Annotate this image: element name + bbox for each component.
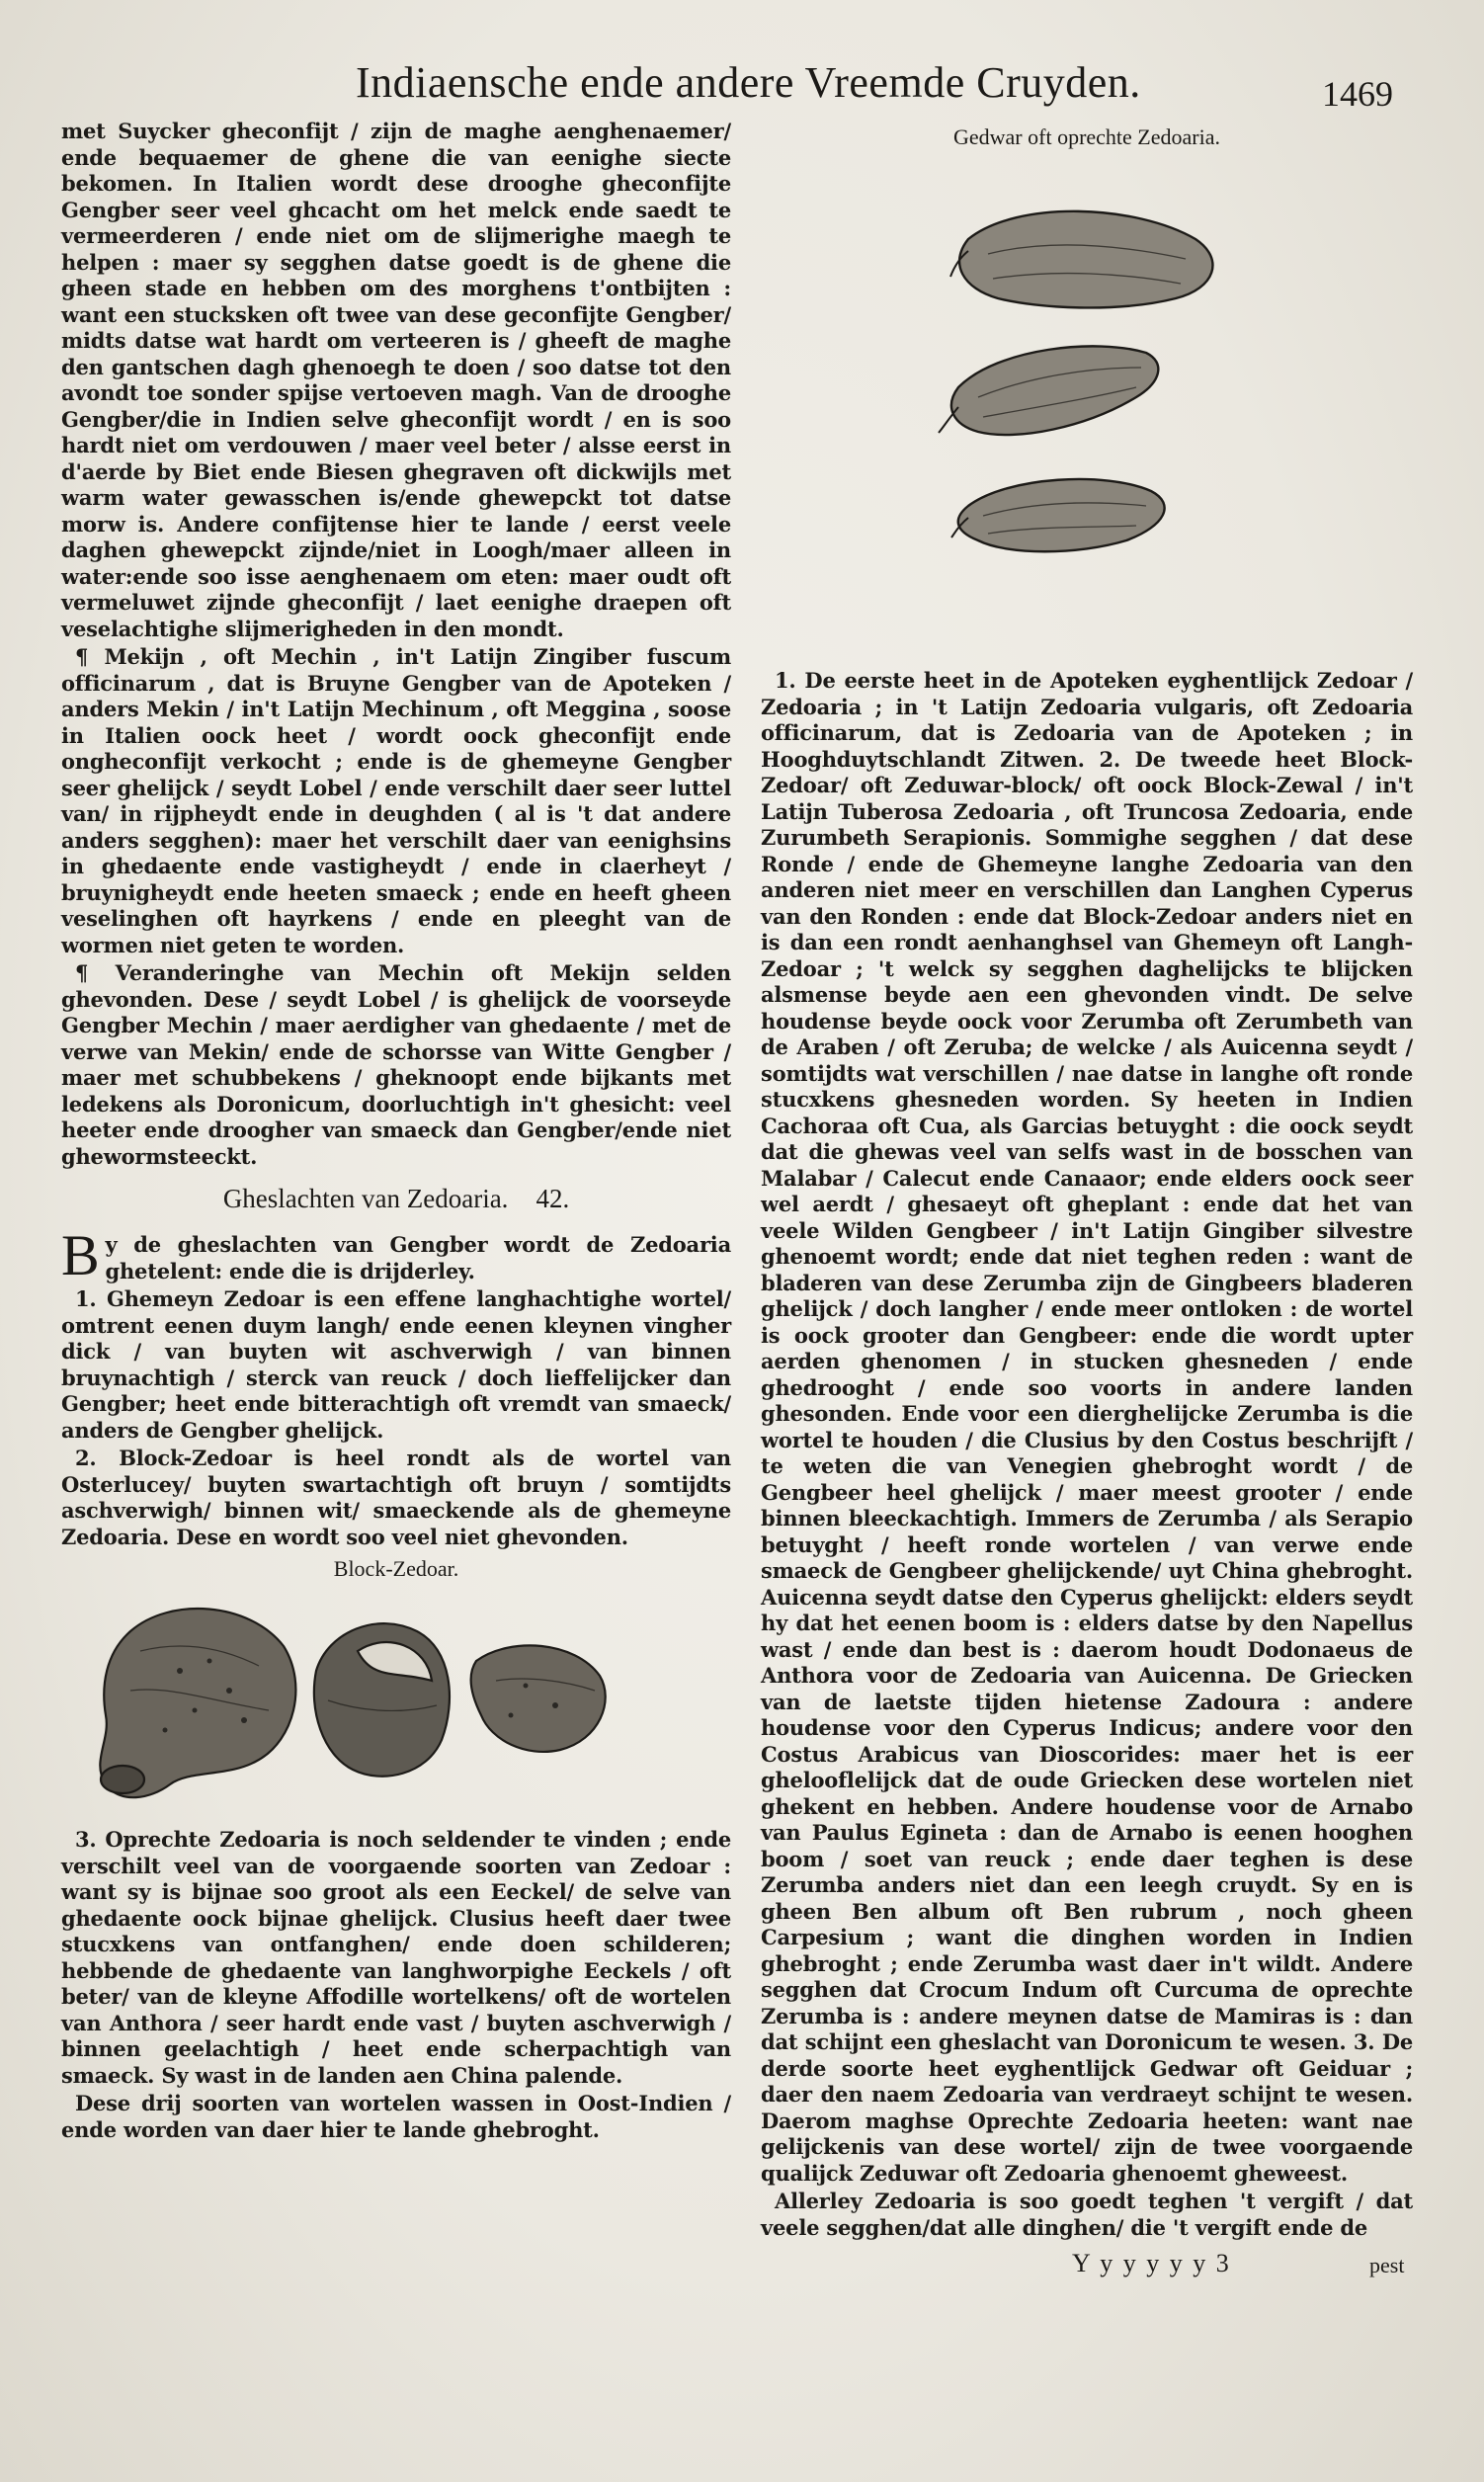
running-title: Indiaensche ende andere Vreemde Cruyden. — [356, 58, 1141, 107]
paragraph-mekijn: ¶ Mekijn , oft Mechin , in't Latijn Zingiber fuscum officinarum , dat is Bruyne Gengber van de Apoteken / anders Mekin / in't Latijn Mechinum , oft Meggina , soose in Italien oock heet / wordt oock gheconfijt ende ongheconfijt verkocht ; ende is de ghemeyne Gengber seer ghelijck / seydt Lobel / ende verschilt daer seer luttel van/ in rijpheydt ende in deughden ( al is 't dat andere anders segghen): maer het verschilt daer van eenighsins in ghedaente ende vastigheydt / ende in claerheyt / bruynigheydt ende heeten smaeck ; ende en heeft gheen veselinghen oft hayrkens / ende en pleeght van de wormen niet geten te worden. — [61, 644, 731, 957]
section-number: 42. — [536, 1184, 570, 1213]
paragraph-block-zedoar: 2. Block-Zedoar is heel rondt als de wortel van Osterlucey/ buyten swartachtigh oft bruyn / somtijdts aschverwigh/ binnen wit/ smaeckende als de ghemeyne Zedoaria. Dese en wordt soo veel niet ghevonden. — [61, 1446, 731, 1549]
figure-caption-gedwar: Gedwar oft oprechte Zedoaria. — [953, 124, 1220, 149]
signature-mark: Y y y y y y 3 — [1072, 2249, 1231, 2277]
paragraph-allerley-zedoaria: Allerley Zedoaria is soo goedt teghen 't vergift / dat veele segghen/dat alle dinghen/ die 't vergift ende de — [761, 2189, 1413, 2240]
paragraph-veranderinghe: ¶ Veranderinghe van Mechin oft Mekijn selden ghevonden. Dese / seydt Lobel / is ghelijck de voorseyde Gengber Mechin / maer aerdigher van ghedaente / met de verwe van Mekin/ ende de schorsse van Witte Gengber / maer met schubbekens / gheknoopt ende bijkants met ledekens als Doronicum, doorluchtigh in't ghesicht: veel heeter ende droogher van smaeck dan Gengber/ende niet ghewormsteeckt. — [61, 960, 731, 1169]
paragraph-confijt: met Suycker gheconfijt / zijn de maghe aenghenaemer/ ende bequaemer de ghene die van eenighe siecte bekomen. In Italien wordt dese drooghe gheconfijte Gengber seer veel ghcacht om het melck ende saedt te vermeerderen / ende niet om de slijmerighe maegh te helpen : maer sy segghen datse goedt is de ghene die gheen stade en hebben om des morghens t'ontbijten : want een stucksken oft twee van dese geconfijte Gengber/ midts datse wat hardt om verteeren is / gheeft de maghe den gantschen dagh ghenoegh te doen / soo datse tot den avondt toe sonder spijse vertoeven magh. Van de drooghe Gengber/die in Indien selve gheconfijt wordt / en is soo hardt niet om verdouwen / maer veel beter / alsse eerst in d'aerde by Biet ende Biesen ghegraven oft dickwijls met warm water gewasschen is/ende ghewepckt tot datse morw is. Andere confijtense hier te lande / eerst veele daghen ghewepckt zijnde/niet in Loogh/maer alleen in water:ende soo isse aenghenaem om eten: maer oudt oft vermeluwet zijnde gheconfijt / laet eenighe draepen oft veselachtighe slijmerigheden in den mondt. — [61, 119, 731, 641]
gedwar-zedoaria-illustration — [761, 160, 1413, 624]
right-column — [761, 119, 1413, 2243]
paragraph-intro: By de gheslachten van Gengber wordt de Zedoaria ghetelent: ende die is drijderley. — [61, 1223, 731, 1287]
paragraph-drij-soorten: Dese drij soorten van wortelen wassen in Oost-Indien / ende worden van daer hier te lande ghebroght. — [61, 2091, 731, 2142]
paragraph-ghemeyn-zedoar: 1. Ghemeyn Zedoar is een effene langhachtighe wortel/ omtrent eenen duym langh/ ende eenen kleynen vingher dick / van buyten wit aschverwigh / van binnen bruynachtigh / sterck van reuck / doch lieffelijcker dan Gengber; heet ende bitterachtigh oft vremdt van smaeck/ anders de Gengber ghelijck. — [61, 1286, 731, 1443]
left-column — [61, 119, 731, 2145]
paragraph-oprechte-zedoaria: 3. Oprechte Zedoaria is noch seldender te vinden ; ende verschilt veel van de voorgaende soorten van Zedoar : want sy is bijnae soo groot als een Eeckel/ de selve van ghedaente oock bijnae ghelijck. Clusius heeft daer twee stucxkens van ontfanghen/ ende doen schilderen; hebbende de ghedaente van langhworpighe Eeckels / oft beter/ van de kleyne Affodille wortelkens/ oft de wortelen van Anthora / seer hardt ende vast / buyten aschverwigh / binnen geelachtigh / heet ende scherpachtigh van smaeck. Sy wast in de landen aen China palende. — [61, 1827, 731, 2088]
paragraph-zedoaria-names: 1. De eerste heet in de Apoteken eyghentlijck Zedoar / Zedoaria ; in 't Latijn Zedoaria vulgaris, oft Zedoaria officinarum, dat is Zedoaria van de Apoteken ; in Hooghduytschlandt Zitwen. 2. De tweede heet Block-Zedoar/ oft Zeduwar-block/ oft oock Block-Zewal / in't Latijn Tuberosa Zedoaria , oft Truncosa Zedoaria, ende Zurumbeth Serapionis. Sommighe segghen / dat dese Ronde / ende de Ghemeyne langhe Zedoaria van den anderen niet meer en verschillen dan Langhen Cyperus van den Ronden : ende dat Block-Zedoar anders niet en is dan een rondt aenhanghsel van Ghemeyn oft Langh-Zedoar ; 't welck sy segghen daghelijcks te blijcken alsmense beyde aen een ghevonden vindt. De selve houdense beyde oock voor Zerumba oft Zerumbeth van de Araben / oft Zeruba; de welcke / als Auicenna seydt / somtijdts wat verschillen / nae datse in langhe oft ronde stucxkens ghesneden worden. Sy heeten in Indien Cachoraa oft Cua, als Garcias betuyght : die oock seydt dat die ghewas veel van selfs wast in de bosschen van Malabar / Calecut ende Canaaor; ende elders oock seer wel aerdt / ghesaeyt oft gheplant : ende dat het van veele Wilden Gengbeer / in't Latijn Gingiber silvestre ghenoemt wordt; ende dat niet teghen reden : want de bladeren van dese Zerumba zijn de Gingbeers bladeren ghelijck / doch langher / ende meer ontloken : de wortel is oock grooter dan Gengbeer: ende die wordt upter aerden ghenomen / in stucken ghesneden / ende ghedrooght / ende soo voorts in andere landen ghesonden. Ende voor een dierghelijcke Zerumba is die wortel te houden / die Clusius by den Costus beschrijft / te weten die van Venegien ghebroght wordt / de Gengbeer heel ghelijck / maer meest grooter / ende binnen bleeckachtigh. Immers de Zerumba / als Serapio betuyght / heeft ronde wortelen / van verwe ende smaeck de Gengbeer ghelijckende/ uyt China ghebroght. Auicenna seydt datse den Cyperus ghelijckt: elders seydt hy dat het eenen boom is : elders datse by den Napellus wast / ende dan best is : daerom houdt Dodonaeus de Anthora voor de Zedoaria van Auicenna. De Griecken van de laetste tijden hietense Zadoura : andere houdense voor den Cyperus Indicus; andere voor den Costus Arabicus van Dioscorides: maer het is eer ghelooflelijck dat de oude Griecken dese wortelen niet ghekent en hebben. Andere houdense voor de Arnabo van Paulus Egineta : dan de Arnabo is eenen hooghen boom / soet van reuck ; ende daer teghen is dese Zerumba anders niet dan een leegh cruydt. Sy en is gheen Ben album oft Ben rubrum , noch gheen Carpesium ; want die dinghen worden in Indien ghebroght ; ende Zerumba wast daer in't wildt. Andere segghen dat Crocum Indum oft Curcuma de oprechte Zerumba is : andere meynen datse de Mamiras is : dan dat schijnt een gheslacht van Doronicum te wesen. 3. De derde soorte heet eyghentlijck Gedwar oft Geiduar ; daer den naem Zedoaria van verdraeyt schijnt te wesen. Daerom maghse Oprechte Zedoaria heeten: want nae gelijckenis van dese wortel/ zijn de twee voorgaende qualijck Zeduwar oft Zedoaria ghenoemt gheweest. — [761, 668, 1413, 2186]
page-number: 1469 — [1322, 74, 1393, 114]
section-heading — [61, 1184, 731, 1214]
section-title: Gheslachten van Zedoaria. — [222, 1184, 509, 1213]
catchword: pest — [1369, 2253, 1405, 2277]
figure-caption-block-zedoar: Block-Zedoar. — [333, 1556, 459, 1581]
block-zedoar-illustration — [61, 1592, 731, 1809]
